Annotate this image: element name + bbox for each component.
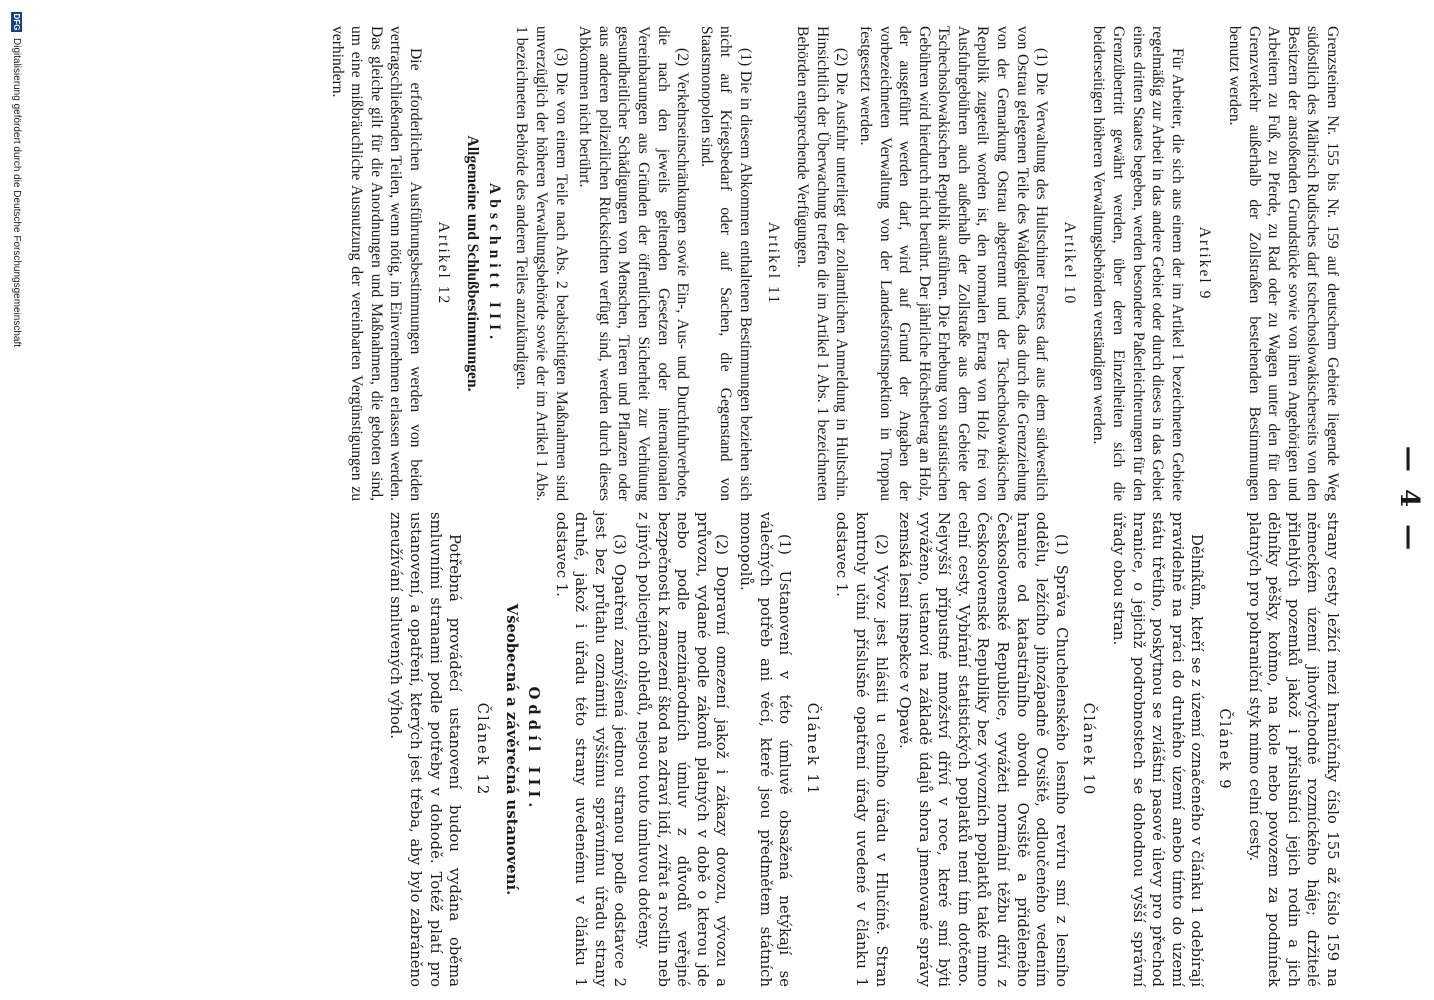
german-article-11-p1: (1) Die in diesem Abkommen enthaltenen Bestimmungen beziehen sich nicht auf Kriegsbedarf oder auf Sachen, die Gegenstand von Staatsmonopolen sind. <box>697 26 754 501</box>
dfg-logo-icon: DFG <box>12 13 21 31</box>
document-page <box>104 0 1434 1000</box>
footer-text: Digitalisierung gefördert durch die Deutsche Forschungsgemeinschaft <box>11 38 22 348</box>
czech-article-11-p2: (2) Dopravní omezení jakož i zákazy dovozu, vývozu a průvozu, vydané podle zákonů platných v době o kterou jde nebo podle mezinárodních úmluv z důvodů veřejné bezpečnosti k zamezení škod na zdraví lidí, zvířat a rostlin neb z jiných policejních ohledů, nejsou touto úmluvou dotčeny. <box>635 512 731 987</box>
czech-article-12-p1: Potřebná prováděcí ustanovení budou vydána oběma smluvními stranami podle potřeby v dohodě. Totéž platí pro ustanovení, a opatření, kterých jest třeba, aby bylo zabráněno zneužívání smluvených výhod. <box>387 512 464 987</box>
german-part-3-title: Allgemeine und Schlußbestimmungen. <box>464 135 482 392</box>
german-article-12-p1: Die erforderlichen Ausführungsbestimmungen werden von beiden vertragschließenden Teilen, wenn nötig, im Einvernehmen erlassen werden. Das gleiche gilt für die Anordnungen und Maßnahmen, die geboten sind, um eine mißbräuchliche Ausnutzung der vereinbarten Vergünstigungen zu verhindern. <box>328 26 425 501</box>
german-article-9-p1: Für Arbeiter, die sich aus einem der im Artikel 1 bezeichneten Gebiete regelmäßig zur Arbeit in das andere Gebiet oder durch dieses in das Gebiet eines dritten Staates begeben, werden besondere Paßerleichterungen für den Grenzübertritt gewährt werden, über deren Einzelheiten sich die beiderseitigen höheren Verwaltungsbehörden verständigen werden. <box>1090 26 1186 501</box>
czech-article-9-title: Článek 9 <box>1216 708 1234 791</box>
german-column <box>323 26 1342 501</box>
german-article-11-p2: (2) Verkehrseinschränkungen sowie Ein-, Aus- und Durchfuhrverbote, die nach den jeweils geltenden Gesetzen oder internationalen Vereinbarungen aus Gründen der öffentlichen Sicherheit zur Verhütung gesundheitlicher Schädigungen von Menschen, Tieren und Pflanzen oder aus anderen polizeilichen Rücksichten verfügt sind, werden durch dieses Abkommen nicht berührt. <box>576 26 692 501</box>
czech-article-11-title: Článek 11 <box>803 702 821 797</box>
czech-part-3: Oddíl III. <box>525 686 543 813</box>
czech-column <box>382 512 1342 987</box>
german-article-11-title: Artikel 11 <box>764 221 782 306</box>
page-number: — 4 — <box>1394 445 1424 555</box>
german-article-11-p3: (3) Die von einem Teile nach Abs. 2 beabsichtigten Maßnahmen sind unverzüglich der höheren Verwaltungsbehörde sowie der im Artikel 1 Abs. 1 bezeichneten Behörde des anderen Teiles anzukündigen. <box>513 26 570 501</box>
czech-article-10-p2: (2) Vývoz jest hlásiti u celního úřadu v Hlučíně. Stran kontroly učiní příslušné opatření úřady uvedené v článku 1 odstavec 1. <box>833 512 890 987</box>
german-intro: Grenzsteinen Nr. 155 bis Nr. 159 auf deutschem Gebiete liegende Weg südöstlich des Mährisch Rudisches darf tschechoslowakischerseits von den Besitzern der anstoßenden Grundstücke sowie von ihren Angehörigen und Arbeitern zu Fuß, zu Pferde, zu Rad oder zu Wagen unter den für den Grenzverkehr außerhalb der Zollstraßen bestehenden Bestimmungen benutzt werden. <box>1226 26 1341 501</box>
german-article-9-title: Artikel 9 <box>1196 226 1214 301</box>
czech-article-9-p1: Dělníkům, kteří se z území označeného v článku 1 odebírají pravidelně na práci do druhého území anebo tímto do území státu třetího, poskytnou se zvláštní pasové úlevy pro přechod hranice, o jejichž podrobnostech se dohodnou vyšší správní úřady obou stran. <box>1110 512 1206 987</box>
czech-article-10-title: Článek 10 <box>1080 702 1098 797</box>
czech-article-12-title: Článek 12 <box>473 702 491 797</box>
german-article-10-title: Artikel 10 <box>1060 221 1078 306</box>
czech-article-11-p3: (3) Opatření zamýšlená jednou stranou podle odstavce 2 jest bez průtahu oznámiti vyššímu správnímu úřadu strany druhé, jakož i úřadu této strany uvedenému v článku 1 odstavec 1. <box>552 512 629 987</box>
czech-intro: strany cesty ležící mezi hraničníky číslo 155 až číslo 159 na německém území jihovýchodně rozmíckého háje; držitelé přilehlých pozemků jakož i příslušníci jejich rodin a jich dělníky pěšky, koňmo, na kole nebo povozem za podmínek platných pro pohraniční styk mimo celní cesty. <box>1245 512 1341 987</box>
czech-part-3-title: Všeobecná a závěrečná ustanovení. <box>503 603 521 896</box>
german-article-10-p2: (2) Die Ausfuhr unterliegt der zollamtlichen Anmeldung in Hultschin. Hinsichtlich der Überwachung treffen die im Artikel 1 Abs. 1 bezeichneten Behörden entsprechende Verfügungen. <box>794 26 851 501</box>
german-part-3: Abschnitt III. <box>485 183 503 344</box>
czech-article-11-p1: (1) Ustanovení v této úmluvě obsažená netýkají se válečných potřeb ani věcí, které jsou předmětem státních monopolů. <box>736 512 794 987</box>
digitization-footer <box>2 2 24 992</box>
czech-article-10-p1: (1) Správa Chuchelenského lesního revíru smí z lesního oddělu, ležícího jihozápadně Ovsiště, odloučeného vedením hranice od katastrálního obvodu Ovsiště a přiděleného Československé Republice, vyvážeti normální těžbu dříví z Československé Republiky bez vývozních poplatků také mimo celní cesty. Vybírání statistických poplatků není tím dotčeno. Nejvyšší přípustné množství dříví v roce, které smí býti vyváženo, ustanoví na základě údajů shora jmenované správy zemská lesní inspekce v Opavě. <box>896 512 1070 987</box>
german-article-12-title: Artikel 12 <box>434 221 452 306</box>
german-article-10-p1: (1) Die Verwaltung des Hultschiner Forstes darf aus dem südwestlich von Ostrau gelegenen Teile des Waldgeländes, das durch die Grenzziehung von der Gemarkung Ostrau abgetrennt und der Tschechoslowakischen Republik zugeteilt worden ist, den normalen Ertrag von Holz frei von Ausfuhrgebühren auch außerhalb der Zollstraße aus dem Gebiete der Tschechoslowakischen Republik ausführen. Die Erhebung von statistischen Gebühren wird hierdurch nicht berührt. Der jährliche Höchstbetrag an Holz, der ausgeführt werden darf, wird auf Grund der Angaben der vorbezeichneten Verwaltung von der Landesforstinspektion in Troppau festgesetzt werden. <box>856 26 1051 502</box>
